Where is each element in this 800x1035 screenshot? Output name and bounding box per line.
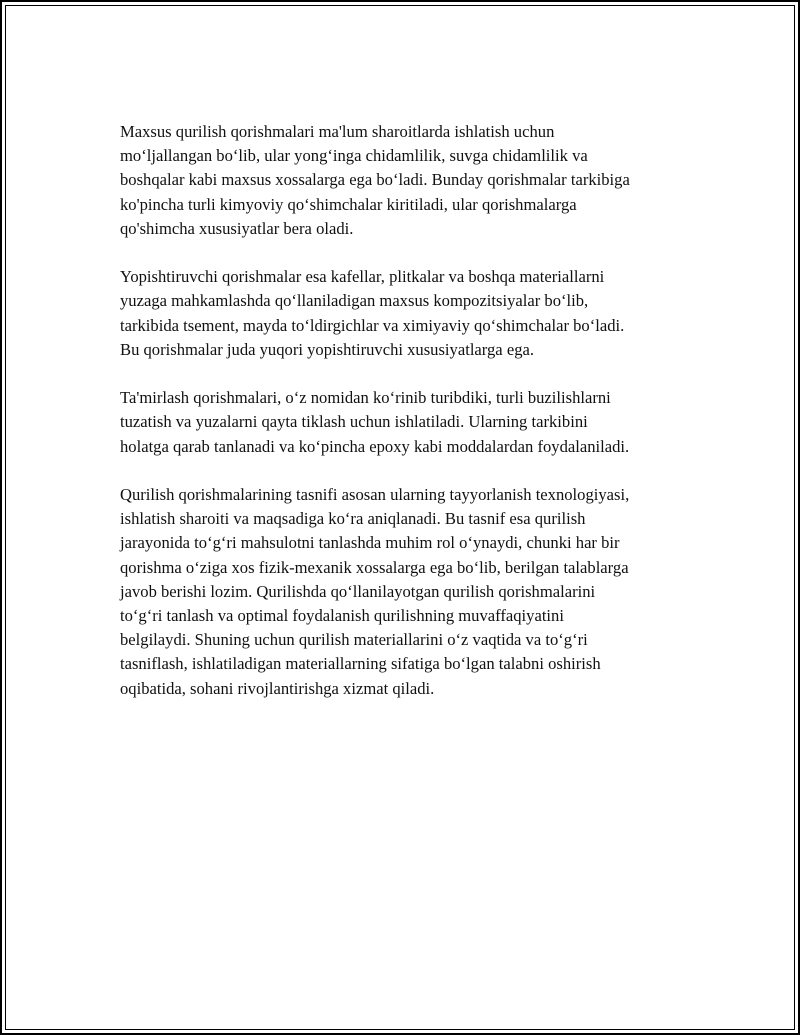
- paragraph-repair-mortars: Ta'mirlash qorishmalari, o‘z nomidan ko‘rinib turibdiki, turli buzilishlarni tuzatish va yuzalarni qayta tiklash uchun ishlatiladi. Ularning tarkibini holatga qarab tanlanadi va ko‘pincha epoxy kabi moddalardan foydalaniladi.: [120, 388, 630, 456]
- paragraph-adhesive-mortars: Yopishtiruvchi qorishmalar esa kafellar, plitkalar va boshqa materiallarni yuzaga mahkamlashda qo‘llaniladigan maxsus kompozitsiyalar bo‘lib, tarkibida tsement, mayda to‘ldirgichlar va ximiyaviy qo‘shimchalar bo‘ladi. Bu qorishmalar juda yuqori yopishtiruvchi xususiyatlarga ega.: [120, 267, 625, 359]
- paragraph-special-mortars: Maxsus qurilish qorishmalari ma'lum sharoitlarda ishlatish uchun mo‘ljallangan bo‘lib, ular yong‘inga chidamlilik, suvga chidamlilik va boshqalar kabi maxsus xossalarga ega bo‘ladi. Bunday qorishmalar tarkibiga ko'pincha turli kimyoviy qo‘shimchalar kiritiladi, ular qorishmalarga qo'shimcha xususiyatlar bera oladi.: [120, 122, 630, 238]
- paragraph-classification: Qurilish qorishmalarining tasnifi asosan ularning tayyorlanish texnologiyasi, ishlatish sharoiti va maqsadiga ko‘ra aniqlanadi. Bu tasnif esa qurilish jarayonida to‘g‘ri mahsulotni tanlashda muhim rol o‘ynaydi, chunki har bir qorishma o‘ziga xos fizik-mexanik xossalarga ega bo‘lib, berilgan talablarga javob berishi lozim. Qurilishda qo‘llanilayotgan qurilish qorishmalarini to‘g‘ri tanlash va optimal foydalanish qurilishning muvaffaqiyatini belgilaydi. Shuning uchun qurilish materiallarini o‘z vaqtida va to‘g‘ri tasniflash, ishlatiladigan materiallarning sifatiga bo‘lgan talabni oshirish oqibatida, sohani rivojlantirishga xizmat qiladi.: [120, 485, 630, 698]
- document-body: [120, 120, 695, 725]
